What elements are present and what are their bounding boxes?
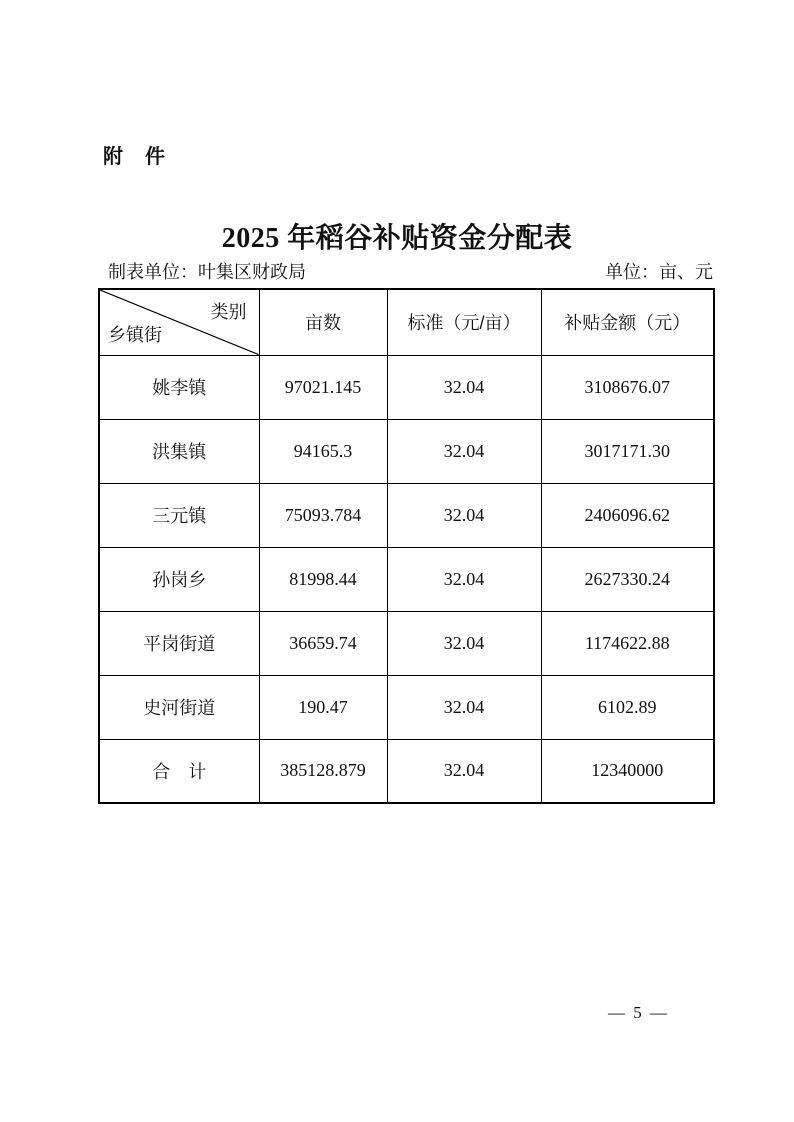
unit-label: 单位：亩、元 bbox=[605, 262, 713, 282]
table-meta-row bbox=[98, 258, 713, 284]
cell-amount: 1174622.88 bbox=[541, 611, 714, 675]
attachment-label: 附 件 bbox=[103, 146, 166, 168]
table-row bbox=[99, 355, 714, 419]
table-header-row bbox=[99, 289, 714, 355]
cell-standard: 32.04 bbox=[387, 355, 541, 419]
cell-amount: 6102.89 bbox=[541, 675, 714, 739]
cell-area: 81998.44 bbox=[259, 547, 387, 611]
cell-town-name: 孙岗乡 bbox=[99, 547, 259, 611]
cell-area: 36659.74 bbox=[259, 611, 387, 675]
cell-town-name: 三元镇 bbox=[99, 483, 259, 547]
cell-total-label: 合 计 bbox=[99, 739, 259, 803]
table-row bbox=[99, 547, 714, 611]
col-header-amount: 补贴金额（元） bbox=[541, 289, 714, 355]
cell-standard: 32.04 bbox=[387, 419, 541, 483]
prepared-by-label: 制表单位：叶集区财政局 bbox=[108, 262, 306, 282]
cell-standard: 32.04 bbox=[387, 739, 541, 803]
cell-amount: 3017171.30 bbox=[541, 419, 714, 483]
cell-town-name: 史河街道 bbox=[99, 675, 259, 739]
cell-town-name: 平岗街道 bbox=[99, 611, 259, 675]
table-row bbox=[99, 611, 714, 675]
cell-amount: 2627330.24 bbox=[541, 547, 714, 611]
col-header-standard: 标准（元/亩） bbox=[387, 289, 541, 355]
table-row-total bbox=[99, 739, 714, 803]
cell-area: 94165.3 bbox=[259, 419, 387, 483]
corner-label-township: 乡镇街 bbox=[108, 324, 162, 345]
corner-label-category: 类别 bbox=[210, 302, 247, 322]
corner-header-cell bbox=[99, 289, 259, 355]
cell-standard: 32.04 bbox=[387, 611, 541, 675]
table-row bbox=[99, 419, 714, 483]
cell-area: 190.47 bbox=[259, 675, 387, 739]
cell-standard: 32.04 bbox=[387, 675, 541, 739]
cell-amount: 3108676.07 bbox=[541, 355, 714, 419]
table-row bbox=[99, 483, 714, 547]
cell-amount: 12340000 bbox=[541, 739, 714, 803]
subsidy-allocation-table bbox=[98, 288, 715, 804]
table-row bbox=[99, 675, 714, 739]
cell-town-name: 姚李镇 bbox=[99, 355, 259, 419]
cell-standard: 32.04 bbox=[387, 547, 541, 611]
page-title: 2025 年稻谷补贴资金分配表 bbox=[221, 223, 573, 254]
cell-area: 75093.784 bbox=[259, 483, 387, 547]
page-number: — 5 — bbox=[608, 1003, 669, 1022]
cell-amount: 2406096.62 bbox=[541, 483, 714, 547]
col-header-area: 亩数 bbox=[259, 289, 387, 355]
cell-town-name: 洪集镇 bbox=[99, 419, 259, 483]
cell-standard: 32.04 bbox=[387, 483, 541, 547]
cell-area: 385128.879 bbox=[259, 739, 387, 803]
cell-area: 97021.145 bbox=[259, 355, 387, 419]
